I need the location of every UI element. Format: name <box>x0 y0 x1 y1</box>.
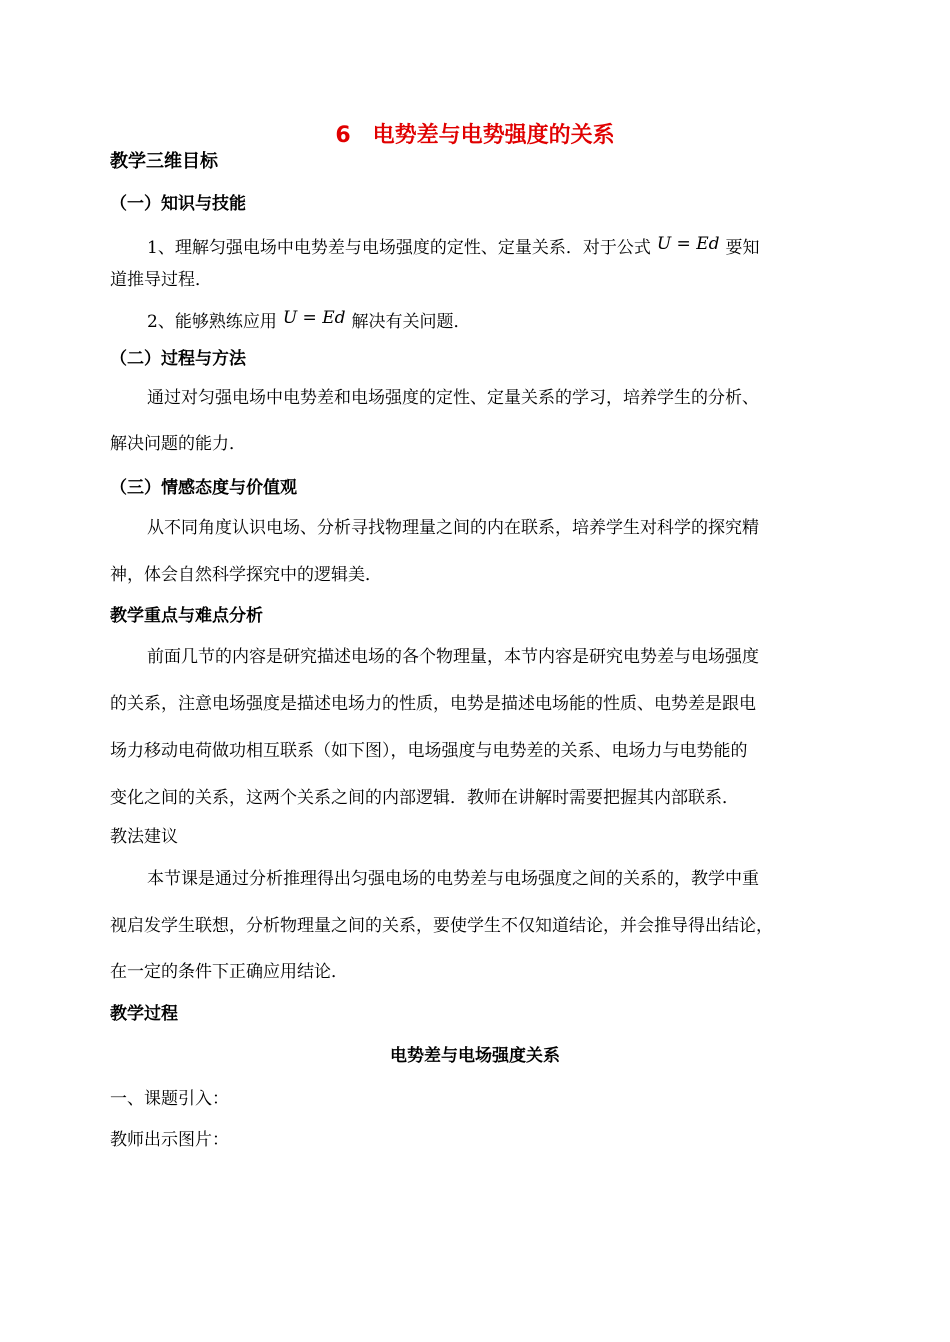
teaching-method-heading: 教法建议 <box>110 827 178 847</box>
method-paragraph-line-2: 视启发学生联想，分析物理量之间的关系，要使学生不仅知道结论，并会推导得出结论， <box>110 916 773 936</box>
page-title <box>0 118 950 149</box>
knowledge-item-2-text: 2、能够熟练应用 <box>147 312 277 332</box>
title-number: 6 <box>335 123 351 148</box>
process-paragraph-line-2: 解决问题的能力． <box>110 434 246 454</box>
process-paragraph-line-1: 通过对匀强电场中电势差和电场强度的定性、定量关系的学习，培养学生的分析、 <box>147 388 759 408</box>
key-paragraph-line-2: 的关系，注意电场强度是描述电场力的性质，电势是描述电场能的性质、电势差是跟电 <box>110 694 756 714</box>
key-points-heading: 教学重点与难点分析 <box>110 606 263 626</box>
key-paragraph-line-1: 前面几节的内容是研究描述电场的各个物理量，本节内容是研究电势差与电场强度 <box>147 647 759 667</box>
knowledge-item-1-text: 1、理解匀强电场中电势差与电场强度的定性、定量关系．对于公式 <box>147 238 651 258</box>
key-paragraph-line-4: 变化之间的关系，这两个关系之间的内部逻辑．教师在讲解时需要把握其内部联系． <box>110 788 739 808</box>
method-paragraph-line-3: 在一定的条件下正确应用结论． <box>110 962 348 982</box>
teaching-process-heading: 教学过程 <box>110 1004 178 1024</box>
formula-u-ed-2: U = Ed <box>282 308 346 328</box>
key-paragraph-line-3: 场力移动电荷做功相互联系（如下图），电场强度与电势差的关系、电场力与电势能的 <box>110 741 748 761</box>
intro-heading: 一、课题引入： <box>110 1089 229 1109</box>
knowledge-item-1-text-end: 要知 <box>725 238 760 258</box>
teacher-shows-picture: 教师出示图片： <box>110 1130 229 1150</box>
knowledge-item-1-line-1 <box>147 236 760 260</box>
title-text: 电势差与电势强度的关系 <box>372 123 615 148</box>
knowledge-item-1-line-2: 道推导过程． <box>110 270 212 290</box>
knowledge-heading: （一）知识与技能 <box>110 194 246 214</box>
emotion-heading: （三）情感态度与价值观 <box>110 478 297 498</box>
knowledge-item-2-text-end: 解决有关问题． <box>351 312 471 332</box>
formula-u-ed: U = Ed <box>656 234 720 254</box>
process-method-heading: （二）过程与方法 <box>110 349 246 369</box>
knowledge-item-2 <box>147 310 471 334</box>
emotion-paragraph-line-2: 神，体会自然科学探究中的逻辑美． <box>110 565 382 585</box>
method-paragraph-line-1: 本节课是通过分析推理得出匀强电场的电势差与电场强度之间的关系的，教学中重 <box>147 869 759 889</box>
lesson-title: 电势差与电场强度关系 <box>390 1046 560 1066</box>
emotion-paragraph-line-1: 从不同角度认识电场、分析寻找物理量之间的内在联系，培养学生对科学的探究精 <box>147 518 759 538</box>
goals-heading: 教学三维目标 <box>110 151 218 172</box>
